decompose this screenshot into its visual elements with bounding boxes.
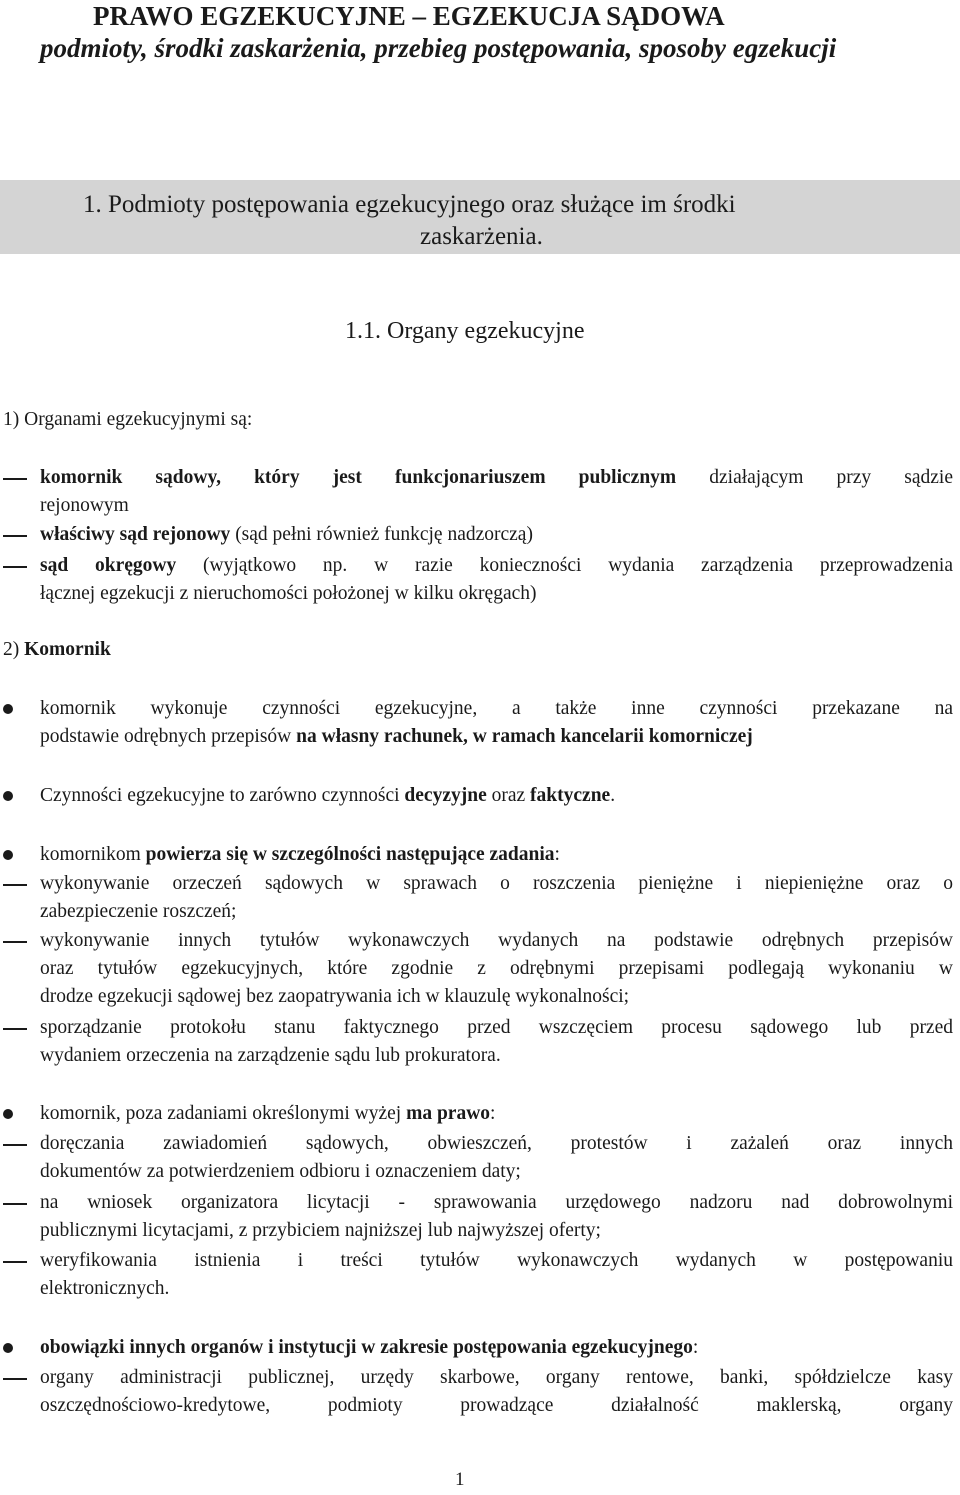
point-1-label: 1) Organami egzekucyjnymi są:	[3, 409, 253, 430]
bullet-marker	[3, 704, 13, 714]
right-item-3-line-1: weryfikowania istnienia i treści tytułów wykonawczych wydanych w postępowaniu	[40, 1250, 953, 1271]
bullet-marker	[3, 850, 13, 860]
bullet-1-bold: na własny rachunek, w ramach kancelarii komorniczej	[296, 726, 753, 747]
duty-item-1-line-2: oszczędnościowo-kredytowe, podmioty prowadzące działalność maklerską, organy	[40, 1395, 953, 1416]
right-item-1-line-2: dokumentów za potwierdzeniem odbioru i oznaczeniem daty;	[40, 1161, 521, 1182]
dash-marker	[3, 941, 27, 943]
bullet-marker	[3, 791, 13, 801]
dash-marker	[3, 478, 27, 480]
task-item-3-line-1: sporządzanie protokołu stanu faktycznego przed wszczęciem procesu sądowego lub przed	[40, 1017, 953, 1038]
task-item-3-line-2: wydaniem orzeczenia na zarządzenie sądu lub prokuratora.	[40, 1045, 501, 1066]
organ-item-3-cont: łącznej egzekucji z nieruchomości położonej w kilku okręgach)	[40, 583, 537, 604]
organ-item-1-cont: rejonowym	[40, 495, 129, 516]
organ-item-3-bold: sąd okręgowy	[40, 555, 177, 576]
dash-marker	[3, 535, 27, 537]
dash-marker	[3, 1378, 27, 1380]
organ-item-1-bold: komornik sądowy, który jest funkcjonariuszem publicznym	[40, 467, 677, 488]
dash-marker	[3, 884, 27, 886]
organ-item-2-text: (sąd pełni również funkcję nadzorczą)	[230, 524, 533, 545]
dash-marker	[3, 566, 27, 568]
right-item-2-line-1: na wniosek organizatora licytacji - sprawowania urzędowego nadzoru nad dobrowolnymi	[40, 1192, 953, 1213]
bullet-marker	[3, 1109, 13, 1119]
section-heading: 1. Podmioty postępowania egzekucyjnego oraz służące im środki	[83, 191, 736, 218]
right-item-2-line-2: publicznymi licytacjami, z przybiciem najniższej lub najwyższej oferty;	[40, 1220, 601, 1241]
dash-marker	[3, 1144, 27, 1146]
dash-marker	[3, 1028, 27, 1030]
section-heading-continuation: zaskarżenia.	[420, 223, 543, 250]
organ-item-2	[40, 521, 533, 549]
subsection-heading: 1.1. Organy egzekucyjne	[345, 318, 585, 344]
right-item-3-line-2: elektronicznych.	[40, 1278, 170, 1299]
page-number: 1	[455, 1469, 465, 1490]
task-item-1-line-1: wykonywanie orzeczeń sądowych w sprawach o roszczenia pieniężne i niepieniężne oraz o	[40, 873, 953, 894]
task-item-1-line-2: zabezpieczenie roszczeń;	[40, 901, 237, 922]
bullet-4-text: komornik, poza zadaniami określonymi wyżej ma prawo:	[40, 1103, 496, 1124]
bullet-1-line-1: komornik wykonuje czynności egzekucyjne, a także inne czynności przekazane na	[40, 698, 953, 719]
duty-item-1-line-1: organy administracji publicznej, urzędy skarbowe, organy rentowe, banki, spółdzielcze kasy	[40, 1367, 953, 1388]
document-title: PRAWO EGZEKUCYJNE – EGZEKUCJA SĄDOWA	[93, 1, 725, 31]
organ-item-1-text: działającym przy sądzie	[676, 467, 953, 488]
document-subtitle: podmioty, środki zaskarżenia, przebieg postępowania, sposoby egzekucji	[40, 33, 837, 63]
organ-item-1	[40, 464, 953, 492]
organ-item-2-bold: właściwy sąd rejonowy	[40, 524, 231, 545]
task-item-2-line-3: drodze egzekucji sądowej bez zaopatrywania ich w klauzulę wykonalności;	[40, 986, 630, 1007]
point-2-bold: Komornik	[24, 639, 111, 660]
organ-item-3	[40, 552, 953, 580]
task-item-2-line-1: wykonywanie innych tytułów wykonawczych wydanych na podstawie odrębnych przepisów	[40, 930, 953, 951]
organ-item-3-text: (wyjątkowo np. w razie konieczności wydania zarządzenia przeprowadzenia	[176, 555, 953, 576]
task-item-2-line-2: oraz tytułów egzekucyjnych, które zgodnie z odrębnymi przepisami podlegają wykonaniu w	[40, 958, 953, 979]
bullet-2-text: Czynności egzekucyjne to zarówno czynności decyzyjne oraz faktyczne.	[40, 785, 616, 806]
bullet-1-line-2: podstawie odrębnych przepisów na własny rachunek, w ramach kancelarii komorniczej	[40, 726, 753, 747]
point-2-label: 2) Komornik	[3, 639, 111, 660]
dash-marker	[3, 1203, 27, 1205]
bullet-3-text: komornikom powierza się w szczególności następujące zadania:	[40, 844, 560, 865]
bullet-5-text: obowiązki innych organów i instytucji w zakresie postępowania egzekucyjnego:	[40, 1337, 699, 1358]
bullet-marker	[3, 1343, 13, 1353]
right-item-1-line-1: doręczania zawiadomień sądowych, obwieszczeń, protestów i zażaleń oraz innych	[40, 1133, 953, 1154]
dash-marker	[3, 1261, 27, 1263]
